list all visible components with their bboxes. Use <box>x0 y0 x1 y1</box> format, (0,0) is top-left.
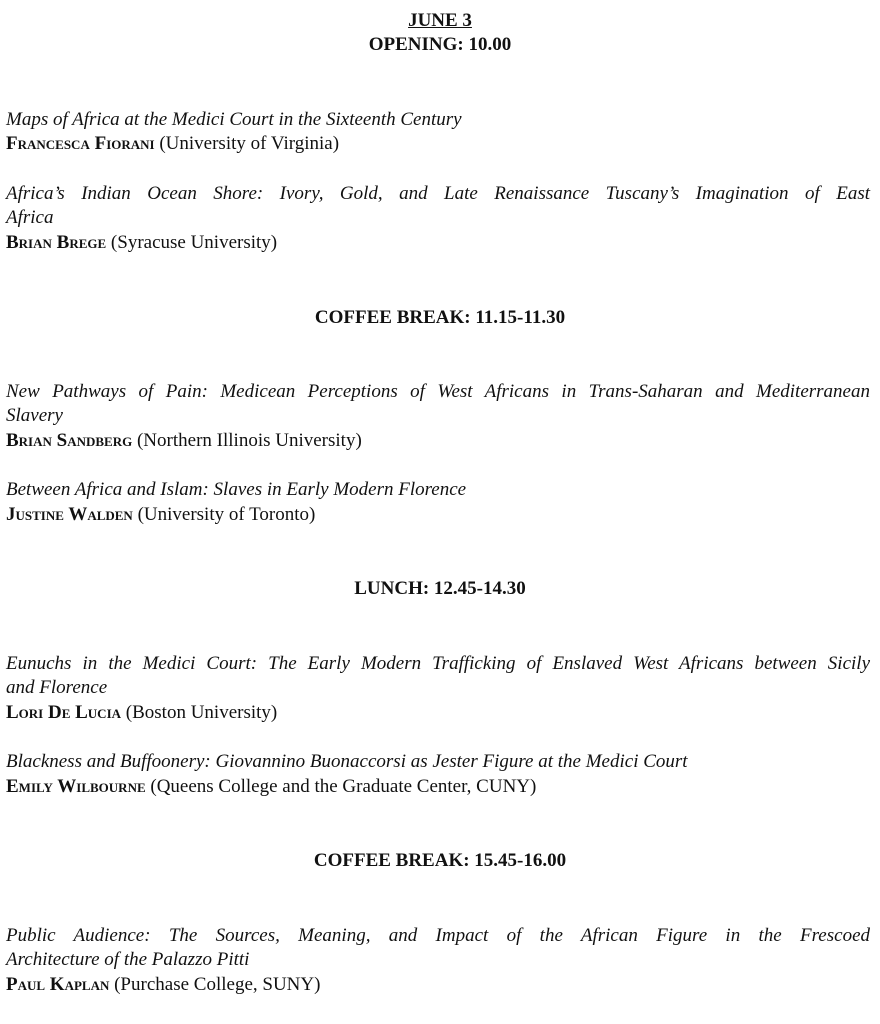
speaker-affiliation: (University of Toronto) <box>137 504 316 525</box>
speaker-affiliation: (Purchase College, SUNY) <box>114 974 321 995</box>
speaker-name: Paul Kaplan <box>6 974 110 995</box>
speaker-name: Justine Walden <box>6 504 133 525</box>
talk-speaker-line <box>6 775 870 800</box>
talk-title: Maps of Africa at the Medici Court in the Sixteenth Century <box>6 109 462 130</box>
speaker-affiliation: (Northern Illinois University) <box>136 430 362 451</box>
date-heading: JUNE 3 <box>408 10 472 31</box>
talk-speaker-line <box>6 973 870 998</box>
speaker-name: Emily Wilbourne <box>6 776 146 797</box>
talk-title-continued: Africa <box>6 207 54 228</box>
talk-title-continued: and Florence <box>6 677 108 698</box>
talk-title: Public Audience: The Sources, Meaning, and Impact of the African Figure in the Frescoed <box>6 925 870 946</box>
speaker-affiliation: (Boston University) <box>125 702 278 723</box>
talk-speaker-line <box>6 132 870 157</box>
talk-title: Between Africa and Islam: Slaves in Early Modern Florence <box>6 479 467 500</box>
speaker-affiliation: (Queens College and the Graduate Center, CUNY) <box>150 776 537 797</box>
talk-title: New Pathways of Pain: Medicean Perceptions of West Africans in Trans-Saharan and Mediterranean <box>6 381 870 402</box>
coffee-break-heading: COFFEE BREAK: 11.15-11.30 <box>314 307 566 328</box>
talk-speaker-line <box>6 701 870 726</box>
opening-time: OPENING: 10.00 <box>368 34 512 55</box>
speaker-affiliation: (University of Virginia) <box>159 133 340 154</box>
coffee-break-heading: COFFEE BREAK: 15.45-16.00 <box>313 850 567 871</box>
talk-title-continued: Slavery <box>6 405 63 426</box>
talk-speaker-line <box>6 429 870 454</box>
talk-speaker-line <box>6 503 870 528</box>
speaker-name: Francesca Fiorani <box>6 133 155 154</box>
speaker-name: Brian Sandberg <box>6 430 133 451</box>
talk-title: Eunuchs in the Medici Court: The Early Modern Trafficking of Enslaved West Africans between Sicily <box>6 653 870 674</box>
speaker-name: Brian Brege <box>6 232 107 253</box>
speaker-name: Lori De Lucia <box>6 702 122 723</box>
talk-title-continued: Architecture of the Palazzo Pitti <box>6 949 250 970</box>
talk-speaker-line <box>6 231 870 256</box>
lunch-heading: LUNCH: 12.45-14.30 <box>354 578 526 599</box>
talk-title: Africa’s Indian Ocean Shore: Ivory, Gold, and Late Renaissance Tuscany’s Imagination of East <box>6 183 870 204</box>
speaker-affiliation: (Syracuse University) <box>110 232 278 253</box>
talk-title: Blackness and Buffoonery: Giovannino Buonaccorsi as Jester Figure at the Medici Court <box>6 751 688 772</box>
